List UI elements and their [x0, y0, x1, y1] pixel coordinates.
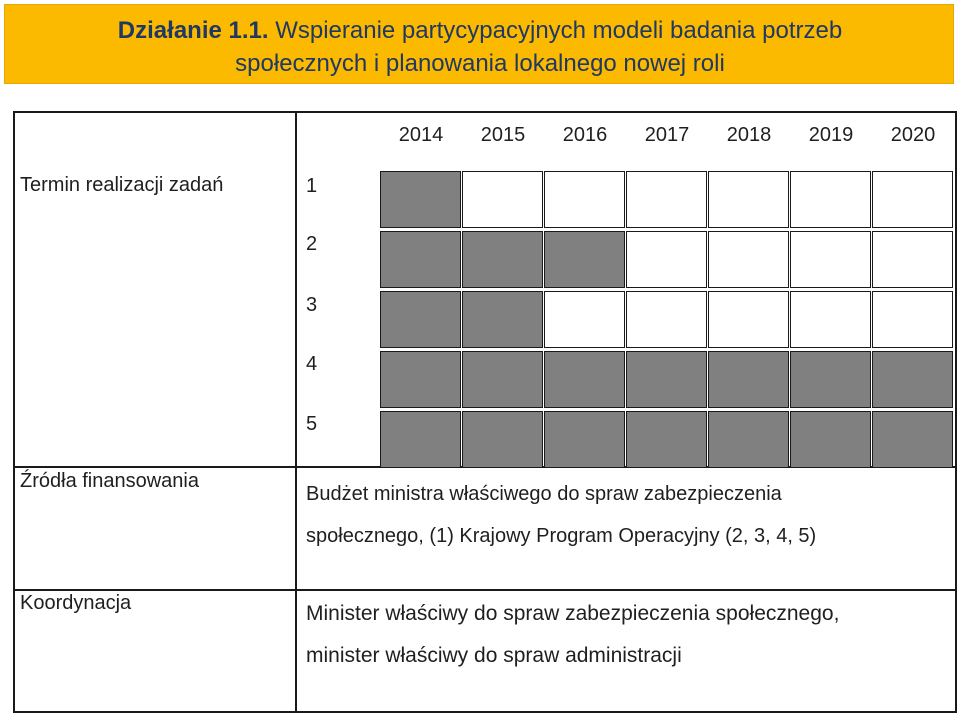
- year-2018: 2018: [726, 124, 772, 146]
- gantt-cell-empty: [544, 291, 625, 348]
- gantt-cell-empty: [790, 291, 871, 348]
- year-2020: 2020: [890, 124, 936, 146]
- title-bold: Działanie 1.1.: [117, 17, 269, 44]
- title-banner: [4, 4, 954, 84]
- task-number: 5: [306, 413, 318, 435]
- funding-text-line2: społecznego, (1) Krajowy Program Operacyjny (2, 3, 4, 5): [306, 525, 817, 547]
- task-number: 3: [306, 294, 318, 316]
- gantt-cell-active: [380, 411, 461, 468]
- gantt-cell-empty: [872, 231, 953, 288]
- gantt-cell-empty: [708, 171, 789, 228]
- gantt-cell-active: [462, 351, 543, 408]
- gantt-cell-empty: [872, 171, 953, 228]
- gantt-cell-empty: [872, 291, 953, 348]
- title-rest: Wspieranie partycypacyjnych modeli badania potrzeb: [275, 17, 843, 44]
- year-2017: 2017: [644, 124, 690, 146]
- gantt-cell-active: [790, 411, 871, 468]
- gantt-cell-active: [872, 351, 953, 408]
- gantt-cell-active: [462, 411, 543, 468]
- gantt-cell-empty: [790, 171, 871, 228]
- year-2015: 2015: [480, 124, 526, 146]
- year-2016: 2016: [562, 124, 608, 146]
- gantt-cell-active: [462, 231, 543, 288]
- gantt-cell-active: [462, 291, 543, 348]
- table-divider: [13, 589, 957, 591]
- gantt-cell-active: [380, 291, 461, 348]
- gantt-cell-empty: [708, 291, 789, 348]
- gantt-cell-empty: [626, 291, 707, 348]
- table-divider: [295, 111, 297, 713]
- gantt-cell-empty: [626, 171, 707, 228]
- gantt-cell-active: [708, 351, 789, 408]
- gantt-cell-empty: [626, 231, 707, 288]
- gantt-cell-active: [708, 411, 789, 468]
- gantt-cell-active: [544, 411, 625, 468]
- gantt-cell-active: [544, 351, 625, 408]
- gantt-cell-empty: [790, 231, 871, 288]
- year-2019: 2019: [808, 124, 854, 146]
- gantt-cell-active: [626, 351, 707, 408]
- page-title: [5, 14, 955, 80]
- task-number: 1: [306, 175, 318, 197]
- task-number: 2: [306, 233, 318, 255]
- gantt-cell-empty: [462, 171, 543, 228]
- task-number: 4: [306, 353, 318, 375]
- gantt-cell-active: [380, 351, 461, 408]
- gantt-cell-active: [544, 231, 625, 288]
- gantt-cell-active: [380, 171, 461, 228]
- gantt-cell-empty: [708, 231, 789, 288]
- funding-text-line1: Budżet ministra właściwego do spraw zabezpieczenia: [306, 483, 782, 505]
- termin-label: Termin realizacji zadań: [20, 174, 224, 196]
- funding-label: Źródła finansowania: [20, 470, 199, 492]
- gantt-cell-empty: [544, 171, 625, 228]
- gantt-cell-active: [626, 411, 707, 468]
- gantt-cell-active: [790, 351, 871, 408]
- year-2014: 2014: [398, 124, 444, 146]
- title-line2: społecznych i planowania lokalnego nowej roli: [235, 50, 725, 77]
- gantt-cell-active: [872, 411, 953, 468]
- gantt-cell-active: [380, 231, 461, 288]
- coordination-label: Koordynacja: [20, 592, 132, 614]
- coordination-text-line1: Minister właściwy do spraw zabezpieczenia społecznego,: [306, 602, 840, 625]
- coordination-text-line2: minister właściwy do spraw administracji: [306, 644, 682, 667]
